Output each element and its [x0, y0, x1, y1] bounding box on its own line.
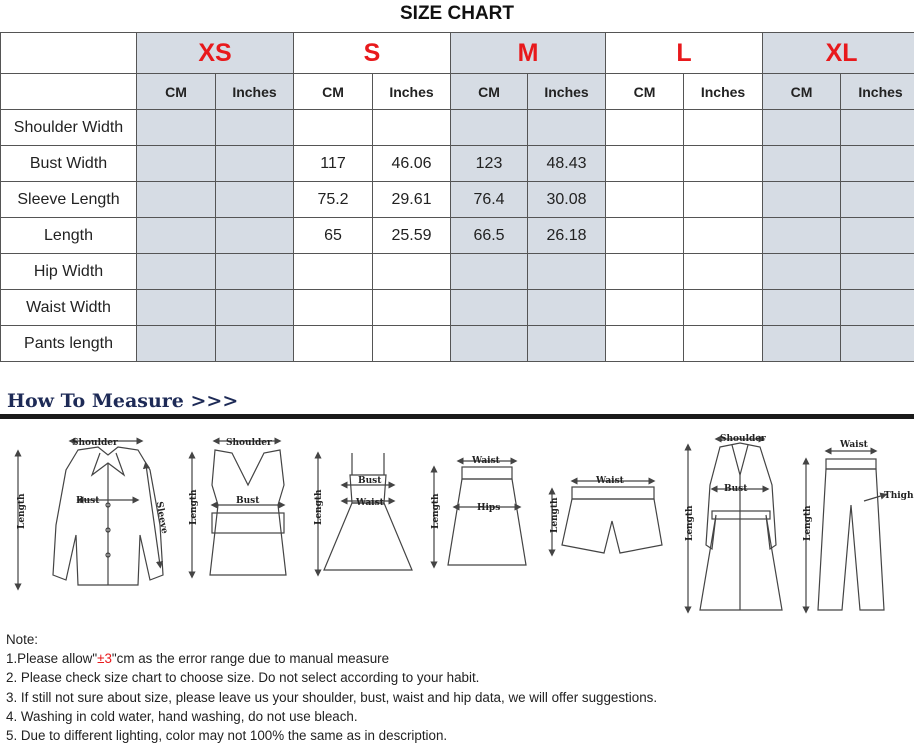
unit-cell: CM	[606, 74, 684, 110]
unit-cell: Inches	[216, 74, 294, 110]
unit-cell: CM	[763, 74, 841, 110]
table-row	[1, 218, 914, 254]
value-cell	[763, 326, 841, 362]
value-cell	[137, 218, 216, 254]
value-cell	[216, 110, 294, 146]
note-1-text: 1.Please allow"	[6, 651, 98, 667]
coat-diagram	[688, 439, 782, 610]
value-cell	[606, 146, 684, 182]
value-cell	[841, 326, 914, 362]
value-cell: 25.59	[373, 218, 451, 254]
size-label: XL	[825, 38, 858, 67]
label-length: Length	[431, 493, 441, 529]
row-label: Sleeve Length	[1, 182, 137, 218]
label-bust: Bust	[76, 496, 100, 506]
value-cell	[294, 110, 373, 146]
row-label: Length	[1, 218, 137, 254]
error-range-value: ±3	[97, 651, 112, 667]
value-cell	[684, 110, 763, 146]
value-cell	[606, 182, 684, 218]
value-cell	[373, 254, 451, 290]
value-cell	[606, 218, 684, 254]
value-cell	[137, 326, 216, 362]
table-row	[1, 290, 914, 326]
row-label: Hip Width	[1, 254, 137, 290]
value-cell: 66.5	[451, 218, 528, 254]
section-divider	[0, 414, 914, 419]
chart-title: SIZE CHART	[400, 3, 514, 24]
value-cell	[137, 146, 216, 182]
corner-cell	[1, 33, 137, 74]
value-cell: 117	[294, 146, 373, 182]
size-label: XS	[198, 38, 232, 67]
label-sleeve: Sleeve	[153, 500, 170, 535]
value-cell	[606, 290, 684, 326]
table-row	[1, 254, 914, 290]
value-cell	[763, 182, 841, 218]
label-bust: Bust	[358, 476, 382, 486]
value-cell	[763, 146, 841, 182]
label-hips: Hips	[477, 503, 501, 513]
value-cell	[451, 326, 528, 362]
value-cell	[216, 326, 294, 362]
note-5: 5. Due to different lighting, color may not 100% the same as in description.	[6, 728, 448, 744]
value-cell	[606, 326, 684, 362]
label-waist: Waist	[356, 498, 384, 508]
size-header-xl	[763, 33, 914, 74]
value-cell	[294, 254, 373, 290]
shorts-diagram	[552, 481, 662, 553]
note-4: 4. Washing in cold water, hand washing, do not use bleach.	[6, 708, 358, 724]
value-cell	[606, 254, 684, 290]
value-cell: 29.61	[373, 182, 451, 218]
label-length: Length	[189, 489, 199, 525]
value-cell	[216, 182, 294, 218]
label-length: Length	[314, 489, 324, 525]
value-cell	[684, 290, 763, 326]
value-cell	[294, 290, 373, 326]
value-cell	[216, 218, 294, 254]
value-cell	[841, 218, 914, 254]
value-cell	[684, 326, 763, 362]
value-cell	[137, 254, 216, 290]
value-cell	[373, 326, 451, 362]
unit-cell: Inches	[528, 74, 606, 110]
row-label: Waist Width	[1, 290, 137, 326]
label-bust: Bust	[236, 496, 260, 506]
value-cell	[528, 110, 606, 146]
unit-cell: CM	[294, 74, 373, 110]
value-cell	[137, 110, 216, 146]
size-header-m	[451, 33, 606, 74]
label-thigh: Thigh	[884, 491, 914, 501]
unit-header-row	[1, 74, 914, 110]
value-cell	[216, 146, 294, 182]
row-label: Bust Width	[1, 146, 137, 182]
value-cell: 75.2	[294, 182, 373, 218]
measurement-illustrations	[0, 425, 914, 625]
notes-section	[6, 630, 911, 745]
value-cell	[528, 290, 606, 326]
pants-diagram	[806, 451, 884, 610]
value-cell	[684, 254, 763, 290]
value-cell	[216, 290, 294, 326]
note-1-text-end: "cm as the error range due to manual measure	[111, 651, 390, 667]
size-label: M	[517, 38, 539, 67]
table-row	[1, 146, 914, 182]
value-cell	[606, 110, 684, 146]
label-length: Length	[550, 497, 560, 533]
value-cell	[137, 290, 216, 326]
value-cell: 123	[451, 146, 528, 182]
label-shoulder: Shoulder	[226, 438, 272, 448]
label-waist: Waist	[840, 440, 868, 450]
table-row	[1, 326, 914, 362]
value-cell	[451, 254, 528, 290]
note-1	[6, 649, 911, 668]
value-cell: 46.06	[373, 146, 451, 182]
label-length: Length	[17, 493, 27, 529]
dress-diagram	[318, 453, 412, 573]
value-cell	[684, 182, 763, 218]
table-row	[1, 110, 914, 146]
value-cell: 65	[294, 218, 373, 254]
row-label: Shoulder Width	[1, 110, 137, 146]
value-cell	[684, 218, 763, 254]
size-header-s	[294, 33, 451, 74]
size-label: L	[676, 38, 692, 67]
value-cell	[137, 182, 216, 218]
label-length: Length	[803, 505, 813, 541]
value-cell: 76.4	[451, 182, 528, 218]
unit-cell: Inches	[373, 74, 451, 110]
value-cell	[841, 290, 914, 326]
label-bust: Bust	[724, 484, 748, 494]
notes-heading: Note:	[6, 632, 39, 647]
value-cell	[294, 326, 373, 362]
value-cell	[841, 182, 914, 218]
label-length: Length	[685, 505, 695, 541]
note-3: 3. If still not sure about size, please leave us your shoulder, bust, waist and hip data, we will offer suggestions.	[6, 689, 658, 705]
value-cell: 48.43	[528, 146, 606, 182]
label-shoulder: Shoulder	[72, 438, 118, 448]
value-cell	[216, 254, 294, 290]
unit-cell: Inches	[841, 74, 914, 110]
blouse-diagram	[18, 441, 163, 587]
value-cell	[763, 290, 841, 326]
value-cell	[373, 290, 451, 326]
corner-cell	[1, 74, 137, 110]
value-cell	[763, 218, 841, 254]
row-label: Pants length	[1, 326, 137, 362]
value-cell: 26.18	[528, 218, 606, 254]
value-cell	[763, 110, 841, 146]
value-cell	[841, 110, 914, 146]
size-header-xs	[137, 33, 294, 74]
value-cell	[763, 254, 841, 290]
table-row	[1, 182, 914, 218]
skirt-diagram	[434, 461, 526, 565]
value-cell	[451, 110, 528, 146]
value-cell: 30.08	[528, 182, 606, 218]
value-cell	[451, 290, 528, 326]
value-cell	[841, 146, 914, 182]
unit-cell: CM	[137, 74, 216, 110]
value-cell	[528, 326, 606, 362]
size-header-row	[1, 33, 914, 74]
unit-cell: CM	[451, 74, 528, 110]
value-cell	[841, 254, 914, 290]
value-cell	[528, 254, 606, 290]
how-to-measure-heading: How To Measure >>>	[7, 390, 239, 412]
label-waist: Waist	[472, 456, 500, 466]
value-cell	[684, 146, 763, 182]
label-waist: Waist	[596, 476, 624, 486]
size-header-l	[606, 33, 763, 74]
note-2: 2. Please check size chart to choose size. Do not select according to your habit.	[6, 670, 480, 686]
label-shoulder: Shoulder	[720, 434, 766, 444]
size-label: S	[363, 38, 381, 67]
size-chart-table	[0, 32, 914, 362]
unit-cell: Inches	[684, 74, 763, 110]
value-cell	[373, 110, 451, 146]
tank-top-diagram	[192, 441, 286, 575]
